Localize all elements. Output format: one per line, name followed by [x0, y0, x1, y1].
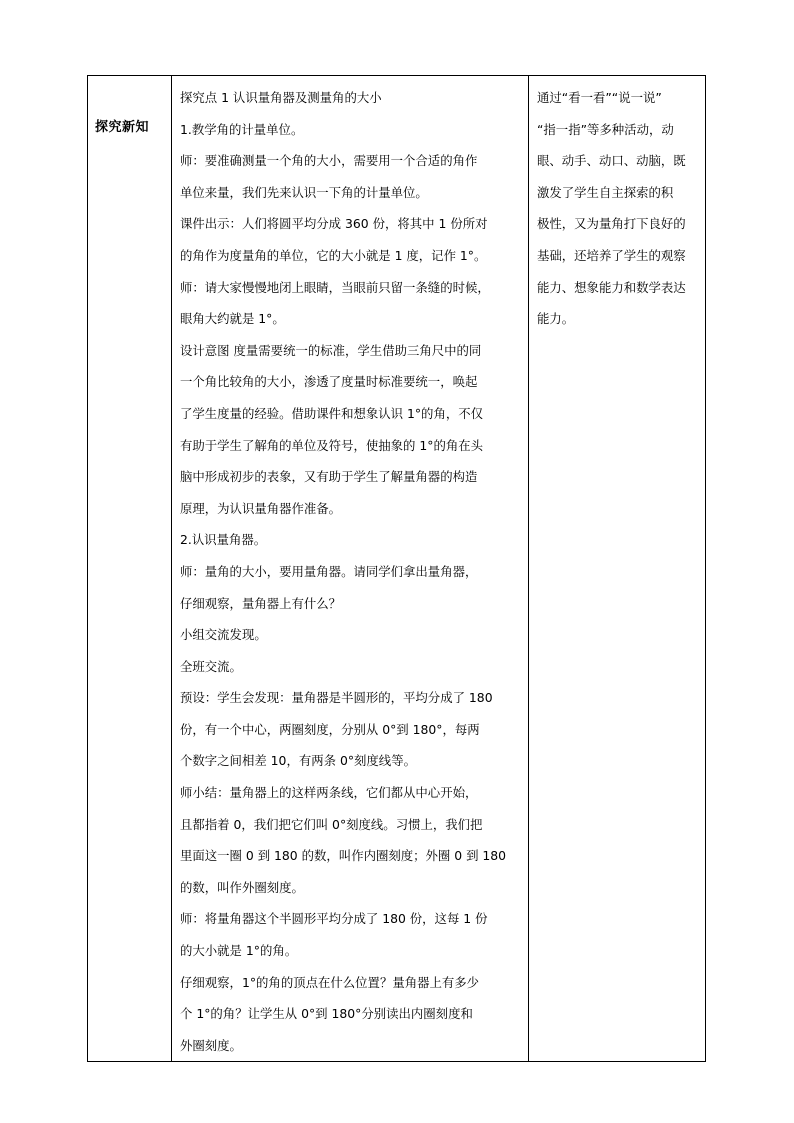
section-cell [88, 76, 172, 1062]
content-line: 脑中形成初步的表象，又有助于学生了解量角器的构造 [180, 469, 478, 485]
content-line: 探究点 1 认识量角器及测量角的大小 [180, 90, 382, 105]
content-line: 份，有一个中心，两圈刻度，分别从 0°到 180°，每两 [180, 721, 480, 737]
content-line: 设计意图 度量需要统一的标准，学生借助三角尺中的同 [180, 342, 482, 358]
table-row [88, 76, 706, 1062]
note-line: 极性，又为量角打下良好的 [537, 216, 686, 232]
lesson-table [87, 75, 706, 1062]
content-line: 师：量角的大小，要用量角器。请同学们拿出量角器， [180, 563, 478, 579]
section-label: 探究新知 [95, 120, 150, 135]
content-line: 外圈刻度。 [180, 1037, 242, 1053]
content-line: 单位来量，我们先来认识一下角的计量单位。 [180, 184, 428, 200]
content-line: 全班交流。 [180, 658, 242, 674]
note-line: 眼、动手、动口、动脑，既 [537, 153, 686, 169]
content-line: 仔细观察，量角器上有什么？ [180, 595, 342, 611]
content-line: 小组交流发现。 [180, 627, 267, 643]
content-line: 一个角比较角的大小，渗透了度量时标准要统一，唤起 [180, 374, 478, 390]
note-cell [529, 76, 706, 1062]
content-line: 个数字之间相差 10，有两条 0°刻度线等。 [180, 753, 416, 769]
note-line: 基础，还培养了学生的观察 [537, 247, 686, 263]
content-line: 预设：学生会发现：量角器是半圆形的，平均分成了 180 [180, 690, 493, 706]
content-line: 的大小就是 1°的角。 [180, 943, 298, 959]
content-line: 2.认识量角器。 [180, 532, 267, 548]
content-line: 有助于学生了解角的单位及符号，使抽象的 1°的角在头 [180, 437, 484, 453]
note-line: 通过“看一看”“说一说” [537, 90, 662, 105]
note-line: 能力、想象能力和数学表达 [537, 279, 686, 295]
note-line: 激发了学生自主探索的积 [537, 184, 674, 200]
content-line: 且都指着 0，我们把它们叫 0°刻度线。习惯上，我们把 [180, 816, 483, 832]
content-line: 师：将量角器这个半圆形平均分成了 180 份，这每 1 份 [180, 911, 488, 927]
content-body [172, 76, 528, 1061]
note-body [529, 76, 705, 335]
content-line: 个 1°的角？让学生从 0°到 180°分别读出内圈刻度和 [180, 1006, 473, 1022]
note-line: “指一指”等多种活动，动 [537, 121, 674, 137]
content-line: 1.教学角的计量单位。 [180, 121, 304, 137]
content-line: 师：要准确测量一个角的大小，需要用一个合适的角作 [180, 153, 478, 169]
note-line: 能力。 [537, 311, 575, 327]
content-line: 里面这一圈 0 到 180 的数，叫作内圈刻度；外圈 0 到 180 [180, 848, 507, 864]
content-line: 仔细观察，1°的角的顶点在什么位置？量角器上有多少 [180, 974, 480, 990]
content-line: 原理，为认识量角器作准备。 [180, 500, 342, 516]
content-line: 眼角大约就是 1°。 [180, 311, 285, 327]
content-line: 师：请大家慢慢地闭上眼睛，当眼前只留一条缝的时候， [180, 279, 490, 295]
content-line: 的角作为度量角的单位，它的大小就是 1 度，记作 1°。 [180, 247, 487, 263]
content-cell [172, 76, 529, 1062]
content-line: 师小结：量角器上的这样两条线，它们都从中心开始， [180, 785, 478, 801]
content-line: 的数，叫作外圈刻度。 [180, 879, 304, 895]
content-line: 课件出示：人们将圆平均分成 360 份，将其中 1 份所对 [180, 216, 488, 232]
content-line: 了学生度量的经验。借助课件和想象认识 1°的角，不仅 [180, 405, 484, 421]
